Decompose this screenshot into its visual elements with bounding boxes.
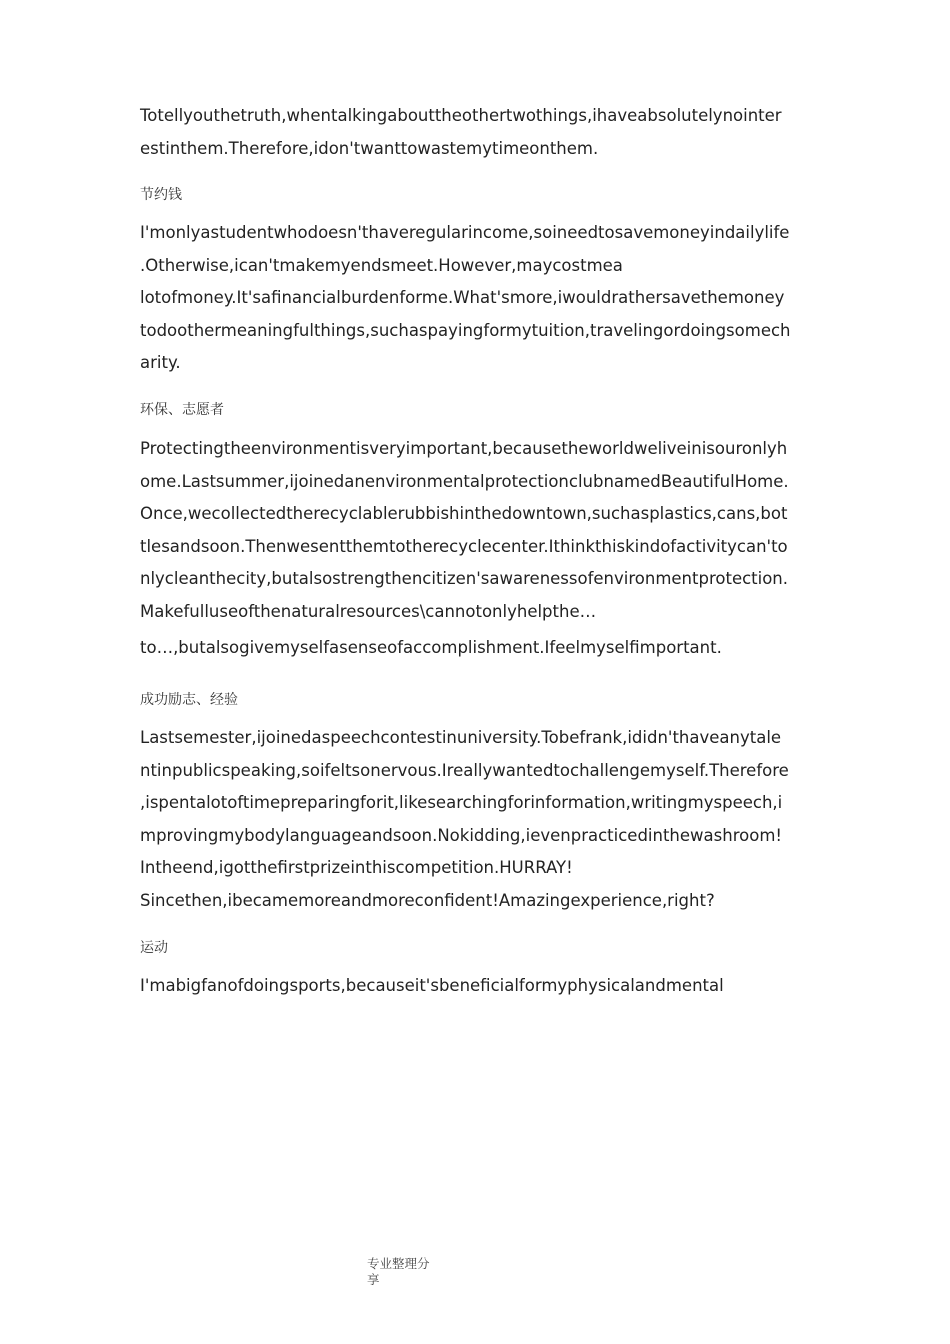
paragraph-line: arity. bbox=[140, 353, 181, 372]
paragraph-line: Makefulluseofthenaturalresources\cannotonlyhelpthe… bbox=[140, 601, 597, 621]
paragraph-line: tlesandsoon.Thenwesentthemtotherecyclecenter.Ithinkthiskindofactivitycan'to bbox=[140, 536, 788, 556]
saving-money-paragraph bbox=[140, 217, 830, 380]
environment-paragraph bbox=[140, 433, 830, 665]
paragraph-line: Protectingtheenvironmentisveryimportant,becausetheworldweliveinisouronlyh bbox=[140, 439, 788, 458]
paragraph-line: ome.Lastsummer,ijoinedanenvironmentalprotectionclubnamedBeautifulHome. bbox=[140, 471, 789, 491]
paragraph-line: lotofmoney.It'safinancialburdenforme.What'smore,iwouldrathersavethemoney bbox=[140, 288, 785, 307]
paragraph-line: Once,wecollectedtherecyclablerubbishinthedowntown,suchasplastics,cans,bot bbox=[140, 504, 788, 523]
paragraph-line: I'monlyastudentwhodoesn'thaveregularincome,soineedtosavemoneyindailylife bbox=[140, 223, 790, 242]
section-heading-environment: 环保、志愿者 bbox=[140, 402, 224, 418]
paragraph-line: Sincethen,ibecamemoreandmoreconfident!Amazingexperience,right? bbox=[140, 890, 715, 910]
paragraph-line: estinthem.Therefore,idon'twanttowastemytimeonthem. bbox=[140, 138, 599, 158]
paragraph-line: mprovingmybodylanguageandsoon.Nokidding,ievenpracticedinthewashroom! bbox=[140, 825, 783, 845]
paragraph-line: .Otherwise,ican'tmakemyendsmeet.However,maycostmea bbox=[140, 255, 623, 275]
paragraph-line: I'mabigfanofdoingsports,becauseit'sbeneficialformyphysicalandmental bbox=[140, 976, 724, 995]
paragraph-line: ntinpublicspeaking,soifeltsonervous.Ireallywantedtochallengemyself.Therefore bbox=[140, 760, 789, 780]
paragraph-line: nlycleanthecity,butalsostrengthencitizen'sawarenessofenvironmentprotection. bbox=[140, 569, 789, 588]
sports-paragraph bbox=[140, 970, 830, 1003]
page-footer bbox=[367, 1256, 447, 1288]
section-heading-saving-money: 节约钱 bbox=[140, 187, 182, 203]
paragraph-line: Totellyouthetruth,whentalkingabouttheothertwothings,ihaveabsolutelynointer bbox=[140, 106, 782, 125]
paragraph-line: ,ispentalotoftimepreparingforit,likesearchingforinformation,writingmyspeech,i bbox=[140, 793, 783, 812]
paragraph-line: Lastsemester,ijoinedaspeechcontestinuniversity.Tobefrank,ididn'thaveanytale bbox=[140, 728, 782, 747]
success-paragraph bbox=[140, 722, 830, 917]
paragraph-line: to…,butalsogivemyselfasenseofaccomplishment.Ifeelmyselfimportant. bbox=[140, 638, 722, 657]
paragraph-line: todoothermeaningfulthings,suchaspayingformytuition,travelingordoingsomech bbox=[140, 320, 791, 340]
footer-text-line: 专业整理分 bbox=[367, 1256, 430, 1271]
footer-text-line: 享 bbox=[367, 1272, 380, 1287]
paragraph-line: Intheend,igotthefirstprizeinthiscompetition.HURRAY! bbox=[140, 858, 573, 877]
section-heading-success: 成功励志、经验 bbox=[140, 692, 238, 708]
section-heading-sports: 运动 bbox=[140, 940, 168, 956]
intro-paragraph bbox=[140, 100, 830, 165]
